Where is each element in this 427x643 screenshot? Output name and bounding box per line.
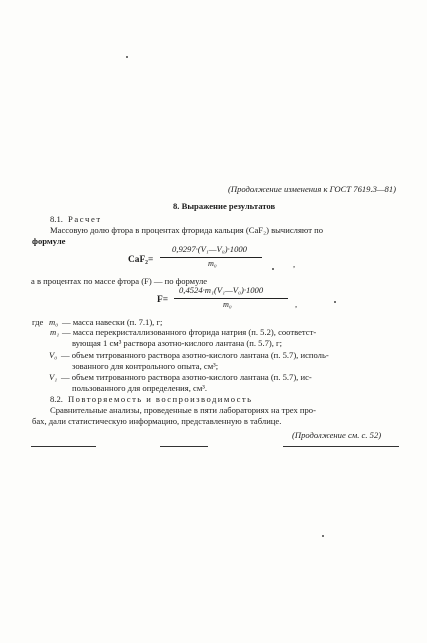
- divider-line: [31, 446, 96, 447]
- subsection-title: Расчет: [68, 214, 102, 224]
- variable-symbol: m₀: [49, 317, 59, 327]
- formula-intro-text: а в процентах по массе фтора (F) — по формуле: [31, 276, 208, 286]
- variable-symbol: V₁: [49, 372, 58, 382]
- variable-symbol: m₁: [50, 327, 60, 337]
- formula-fraction: [160, 244, 264, 272]
- intro-text: формуле: [32, 236, 66, 246]
- variable-symbol: V₀: [49, 350, 58, 360]
- intro-text: Массовую долю фтора в процентах фторида кальция (CaF₂) вычисляют по: [50, 225, 324, 235]
- variable-definition: пользованного для определения, см³.: [72, 383, 208, 393]
- fraction-bar: [160, 257, 262, 258]
- variable-definition: зованного для контрольного опыта, см³;: [72, 361, 219, 371]
- formula-comma: ,: [293, 259, 296, 269]
- subsection-number: 8.1.: [50, 214, 63, 224]
- formula-lhs: CaF₂=: [128, 255, 154, 265]
- formula-lhs: F=: [157, 295, 169, 305]
- formula-denominator: m₀: [208, 259, 217, 268]
- where-label: где: [32, 317, 44, 327]
- variable-definition: — объем титрованного раствора азотно-кислого лантана (п. 5.7), исполь-: [61, 350, 329, 360]
- variable-definition: — объем титрованного раствора азотно-кислого лантана (п. 5.7), ис-: [61, 372, 312, 382]
- subsection-number: 8.2.: [50, 394, 63, 404]
- header-continuation: (Продолжение изменения к ГОСТ 7619.3—81): [228, 184, 396, 194]
- variable-definition: вующая 1 см³ раствора азотно-кислого лантана (п. 5.7), г;: [72, 338, 282, 348]
- scan-speck: [334, 301, 336, 303]
- formula-numerator: 0,9297·(V₁—V₀)·1000: [172, 244, 247, 254]
- section-title: 8. Выражение результатов: [173, 201, 276, 211]
- fraction-bar: [174, 298, 288, 299]
- formula-comma: ,: [295, 299, 298, 309]
- variable-definition: — масса навески (п. 7.1), г;: [62, 317, 163, 327]
- formula-denominator: m₀: [223, 300, 232, 309]
- scan-speck: [126, 56, 128, 58]
- scan-speck: [272, 268, 274, 270]
- divider-line: [283, 446, 399, 447]
- formula-numerator: 0,4524·m₁(V₁—V₀)·1000: [179, 285, 264, 295]
- subsection-title: Повторяемость и воспроизводимость: [68, 394, 253, 404]
- footer-continuation: (Продолжение см. с. 52): [292, 430, 382, 440]
- divider-line: [160, 446, 208, 447]
- body-text: бах, дали статистическую информацию, представленную в таблице.: [32, 416, 282, 426]
- formula-fraction: [174, 285, 290, 313]
- scan-speck: [322, 535, 324, 537]
- body-text: Сравнительные анализы, проведенные в пяти лабораториях на трех про-: [50, 405, 316, 415]
- variable-definition: — масса перекристаллизованного фторида натрия (п. 5.2), соответст-: [62, 327, 317, 337]
